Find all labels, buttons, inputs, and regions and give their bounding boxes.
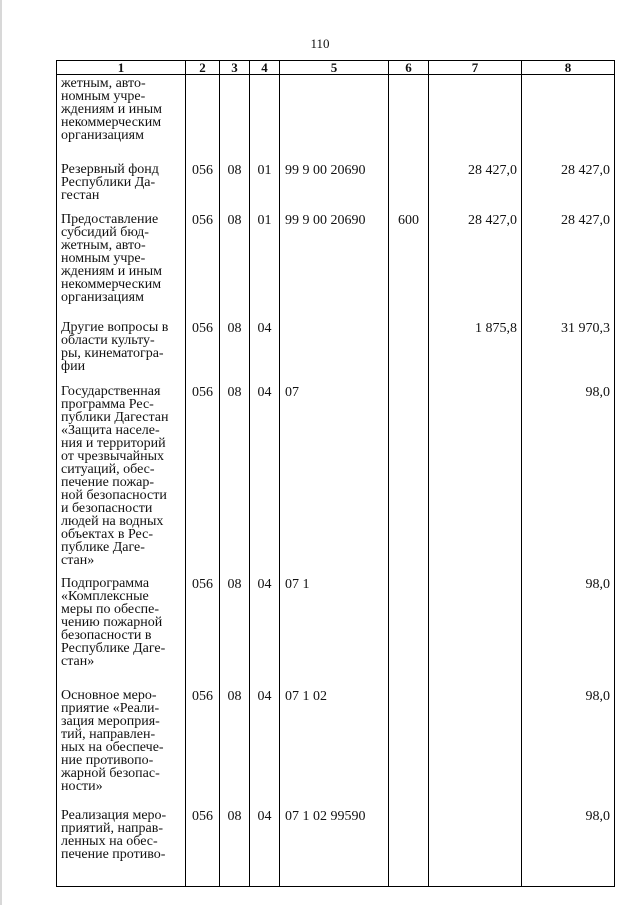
column-header-3: 3 xyxy=(220,61,250,75)
table-row xyxy=(57,567,615,679)
amount-col7 xyxy=(429,75,522,153)
expense-type-code xyxy=(389,153,429,203)
header-row xyxy=(57,61,615,75)
subsection-code xyxy=(250,75,280,153)
expense-type-code: 600 xyxy=(389,203,429,311)
target-article-code: 07 xyxy=(280,375,389,567)
column-header-1: 1 xyxy=(57,61,186,75)
target-article-code: 07 1 xyxy=(280,567,389,679)
target-article-code: 99 9 00 20690 xyxy=(280,203,389,311)
target-article-code: 07 1 02 99590 xyxy=(280,799,389,887)
budget-table xyxy=(56,60,615,887)
column-header-2: 2 xyxy=(186,61,220,75)
table-row xyxy=(57,153,615,203)
column-header-4: 4 xyxy=(250,61,280,75)
table-row xyxy=(57,679,615,799)
subsection-code: 01 xyxy=(250,203,280,311)
row-name: Предоставление субсидий бюд- жетным, авто- номным учре- ждениям и иным некоммерческим организациям xyxy=(57,203,186,311)
subsection-code: 04 xyxy=(250,311,280,375)
column-header-8: 8 xyxy=(522,61,615,75)
amount-col7 xyxy=(429,679,522,799)
amount-col8: 28 427,0 xyxy=(522,153,615,203)
column-header-7: 7 xyxy=(429,61,522,75)
subsection-code: 04 xyxy=(250,375,280,567)
target-article-code: 99 9 00 20690 xyxy=(280,153,389,203)
section-code: 08 xyxy=(220,679,250,799)
table-row xyxy=(57,311,615,375)
section-code: 08 xyxy=(220,311,250,375)
ministry-code xyxy=(186,75,220,153)
amount-col7 xyxy=(429,375,522,567)
subsection-code: 04 xyxy=(250,567,280,679)
subsection-code: 01 xyxy=(250,153,280,203)
row-name: Государственная программа Рес- публики Дагестан «Защита населе- ния и территорий от чрезвычайных ситуаций, обес- печение пожар- ной безопасности и безопасности людей на водных объектах в Рес- публике Даге- стан» xyxy=(57,375,186,567)
amount-col7 xyxy=(429,799,522,887)
row-name: Резервный фонд Республики Да- гестан xyxy=(57,153,186,203)
target-article-code xyxy=(280,75,389,153)
expense-type-code xyxy=(389,75,429,153)
amount-col8 xyxy=(522,75,615,153)
amount-col8: 98,0 xyxy=(522,679,615,799)
ministry-code: 056 xyxy=(186,567,220,679)
amount-col7: 1 875,8 xyxy=(429,311,522,375)
section-code: 08 xyxy=(220,799,250,887)
table-row xyxy=(57,375,615,567)
amount-col8: 98,0 xyxy=(522,799,615,887)
row-name: Другие вопросы в области культу- ры, кинематогра- фии xyxy=(57,311,186,375)
row-name: Основное меро- приятие «Реали- зация мероприя- тий, направлен- ных на обеспече- ние противопо- жарной безопас- ности» xyxy=(57,679,186,799)
expense-type-code xyxy=(389,679,429,799)
target-article-code xyxy=(280,311,389,375)
table-row xyxy=(57,203,615,311)
column-header-5: 5 xyxy=(280,61,389,75)
expense-type-code xyxy=(389,311,429,375)
table-row xyxy=(57,799,615,887)
row-name: Подпрограмма «Комплексные меры по обеспе- чению пожарной безопасности в Республике Даге- стан» xyxy=(57,567,186,679)
section-code: 08 xyxy=(220,203,250,311)
column-header-6: 6 xyxy=(389,61,429,75)
section-code: 08 xyxy=(220,567,250,679)
amount-col8: 98,0 xyxy=(522,567,615,679)
ministry-code: 056 xyxy=(186,311,220,375)
amount-col8: 98,0 xyxy=(522,375,615,567)
ministry-code: 056 xyxy=(186,799,220,887)
amount-col7: 28 427,0 xyxy=(429,153,522,203)
ministry-code: 056 xyxy=(186,153,220,203)
amount-col8: 28 427,0 xyxy=(522,203,615,311)
ministry-code: 056 xyxy=(186,679,220,799)
section-code: 08 xyxy=(220,153,250,203)
scan-left-edge xyxy=(0,0,2,905)
amount-col7 xyxy=(429,567,522,679)
expense-type-code xyxy=(389,799,429,887)
page-number: 110 xyxy=(310,36,330,51)
expense-type-code xyxy=(389,567,429,679)
subsection-code: 04 xyxy=(250,679,280,799)
section-code xyxy=(220,75,250,153)
ministry-code: 056 xyxy=(186,203,220,311)
ministry-code: 056 xyxy=(186,375,220,567)
section-code: 08 xyxy=(220,375,250,567)
expense-type-code xyxy=(389,375,429,567)
amount-col8: 31 970,3 xyxy=(522,311,615,375)
subsection-code: 04 xyxy=(250,799,280,887)
amount-col7: 28 427,0 xyxy=(429,203,522,311)
row-name: жетным, авто- номным учре- ждениям и иным некоммерческим организациям xyxy=(57,75,186,153)
table-row xyxy=(57,75,615,153)
target-article-code: 07 1 02 xyxy=(280,679,389,799)
row-name: Реализация меро- приятий, направ- ленных на обес- печение противо- xyxy=(57,799,186,887)
